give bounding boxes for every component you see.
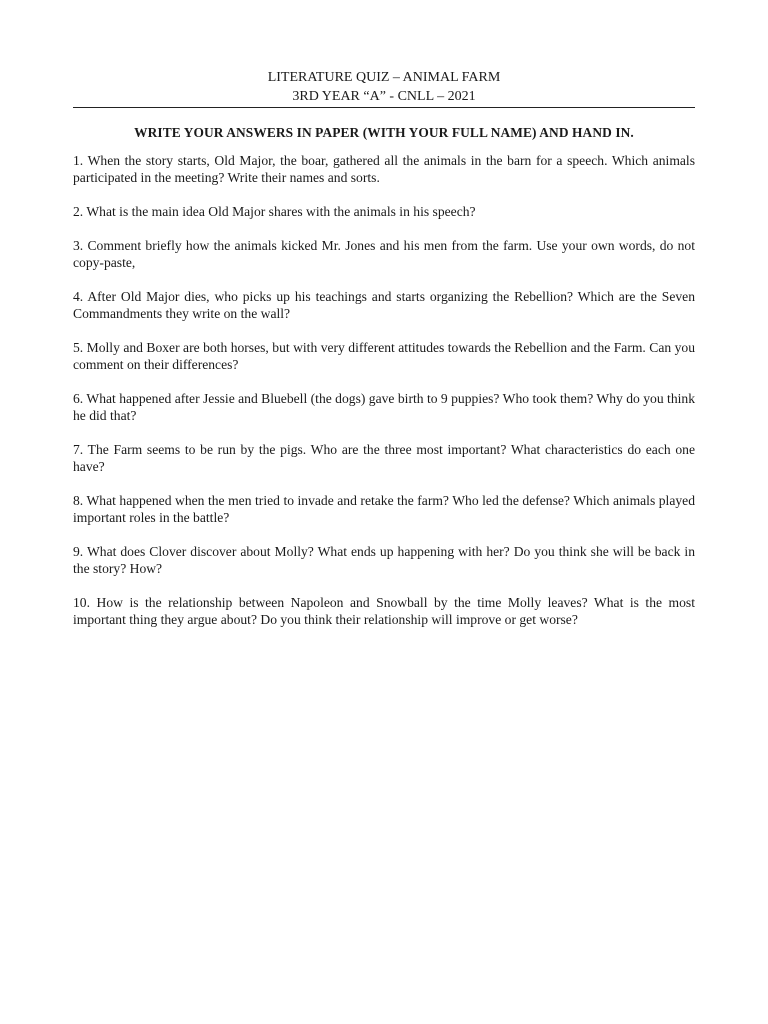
question-1: 1. When the story starts, Old Major, the boar, gathered all the animals in the barn for a speech. Which animals participated in the meeting? Write their names and sorts.	[73, 153, 695, 185]
question-3: 3. Comment briefly how the animals kicked Mr. Jones and his men from the farm. Use your own words, do not copy-paste,	[73, 238, 695, 270]
question-4: 4. After Old Major dies, who picks up his teachings and starts organizing the Rebellion? Which are the Seven Commandments they write on the wall?	[73, 289, 695, 321]
header-title-line-2: 3RD YEAR “A” - CNLL – 2021	[292, 89, 476, 104]
header-title-line-1: LITERATURE QUIZ – ANIMAL FARM	[267, 70, 501, 85]
instruction-text: WRITE YOUR ANSWERS IN PAPER (WITH YOUR FULL NAME) AND HAND IN.	[134, 125, 634, 140]
question-7: 7. The Farm seems to be run by the pigs. Who are the three most important? What characteristics do each one have?	[73, 442, 695, 474]
document-header	[73, 68, 695, 106]
header-divider	[73, 107, 695, 108]
question-9: 9. What does Clover discover about Molly? What ends up happening with her? Do you think she will be back in the story? How?	[73, 544, 695, 576]
question-8: 8. What happened when the men tried to invade and retake the farm? Who led the defense? Which animals played important roles in the battle?	[73, 493, 695, 525]
question-2: 2. What is the main idea Old Major shares with the animals in his speech?	[73, 204, 476, 219]
question-list	[73, 152, 695, 628]
question-5: 5. Molly and Boxer are both horses, but with very different attitudes towards the Rebellion and the Farm. Can you comment on their differences?	[73, 340, 695, 372]
question-6: 6. What happened after Jessie and Bluebell (the dogs) gave birth to 9 puppies? Who took them? Why do you think he did that?	[73, 391, 695, 423]
question-10: 10. How is the relationship between Napoleon and Snowball by the time Molly leaves? What is the most important thing they argue about? Do you think their relationship will improve or get worse?	[73, 595, 695, 627]
